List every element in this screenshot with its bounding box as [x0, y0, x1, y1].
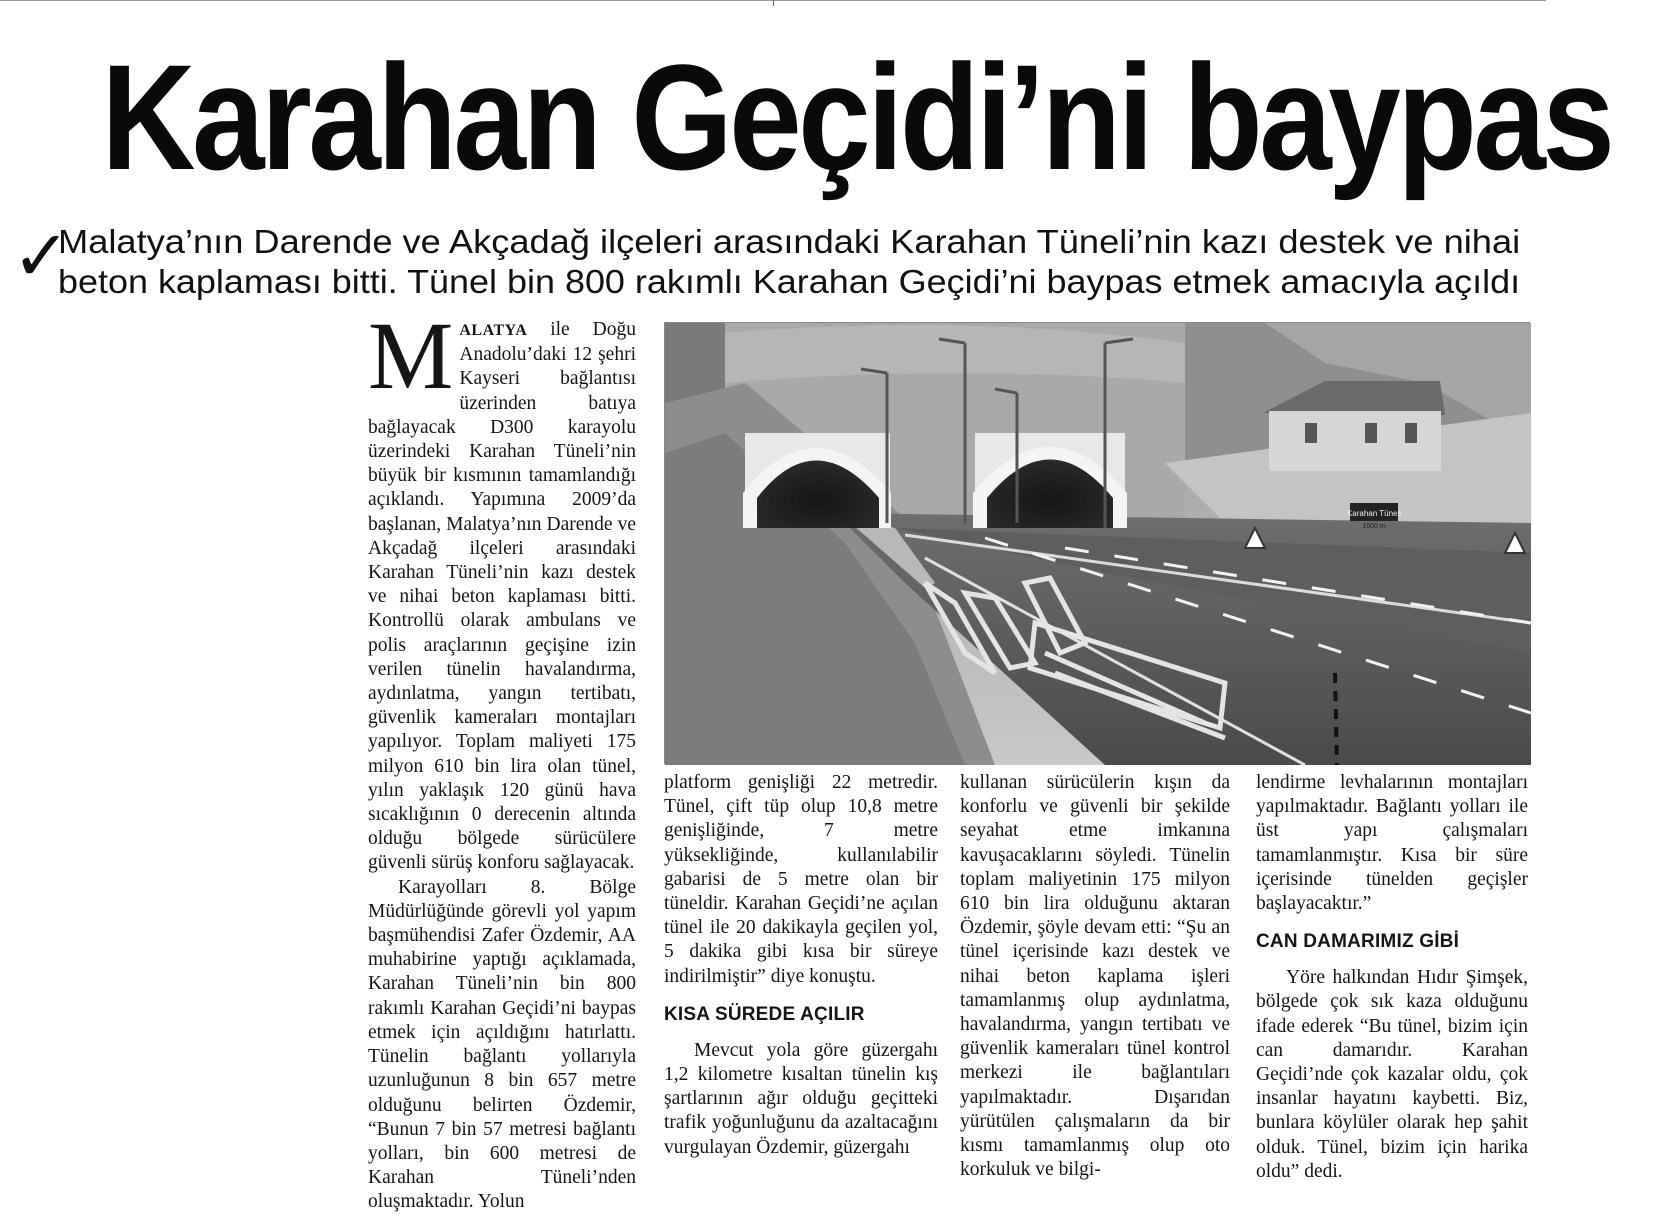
- deck-line-2: beton kaplaması bitti. Tünel bin 800 rakımlı Karahan Geçidi’ni baypas etmek amacıyla açıldı: [58, 263, 1521, 300]
- deck-line-1: Malatya’nın Darende ve Akçadağ ilçeleri arasındaki Karahan Tüneli’nin kazı destek ve nihai: [58, 223, 1521, 260]
- subheading: KISA SÜREDE AÇILIR: [664, 1003, 865, 1025]
- lead-paragraph: [368, 302, 636, 876]
- paragraph: Mevcut yola göre güzergahı 1,2 kilometre kısaltan tünelin kış şartlarının ağır olduğu geçitteki trafik yoğunluğunu da azaltacağını vurgulayan Özdemir, güzergahı: [664, 1039, 938, 1158]
- deck: [58, 222, 1528, 302]
- subheading: CAN DAMARIMIZ GİBİ: [1256, 931, 1460, 953]
- paragraph: Karayolları 8. Bölge Müdürlüğünde görevli yol yapım başmühendisi Zafer Özdemir, AA muhabirine yaptığı açıklamada, Karahan Tüneli’nin bin 800 rakımlı Karahan Geçidi’ni baypas etmek için açıldığını hatırlattı. Tünelin bağlantı yollarıyla uzunluğunun 8 bin 657 metre olduğunu belirten Özdemir, “Bunun 7 bin 57 metresi bağlantı yolları, bin 600 metresi de Karahan Tüneli’nden oluşmaktadır. Yolun: [368, 876, 636, 1213]
- lead-word: ALATYA: [459, 322, 528, 339]
- article-column-2: [664, 771, 938, 1160]
- drop-cap: M: [368, 302, 454, 409]
- checkmark-icon: ✓: [12, 215, 71, 297]
- article-column-4: [1256, 771, 1528, 1184]
- headline: Karahan Geçidi’ni baypas: [101, 33, 1612, 201]
- road-sign-subtext: 1600 m: [1362, 523, 1386, 530]
- lead-paragraph-text: ile Doğu Anadolu’daki 12 şehri Kayseri bağlantısı üzerinden batıya bağlayacak D300 karayolu üzerindeki Karahan Tüneli’nin büyük bir kısmının tamamlandığı açıklandı. Yapımına 2009’da başlanan, Malatya’nın Darende ve Akçadağ ilçeleri arasındaki Karahan Tüneli’nin kazı destek ve nihai beton kaplaması bitti. Kontrollü olarak ambulans ve polis araçlarının geçişine izin verilen tünelin havalandırma, aydınlatma, yangın tertibatı, güvenlik kameraları montajları yapılıyor. Toplam maliyeti 175 milyon 610 bin lira olan tünel, yılın yaklaşık 120 günü hava sıcaklığının 0 derecenin altında olduğu bölgede sürücülere güvenli sürüş konforu sağlayacak.: [368, 319, 636, 874]
- road-sign-text: Karahan Tüneli: [1346, 509, 1402, 518]
- paragraph: kullanan sürücülerin kışın da konforlu ve güvenli bir şekilde seyahat etme imkanına kavuşacaklarını söyledi. Tünelin toplam maliyetinin 175 milyon 610 bin lira olduğunu aktaran Özdemir, şöyle devam etti: “Şu an tünel içerisinde kazı destek ve nihai beton kaplama işleri tamamlanmış olup aydınlatma, havalandırma, yangın tertibatı ve güvenlik kameraları tünel kontrol merkezi ile bağlantıları yapılmaktadır. Dışarıdan yürütülen çalışmaların da bir kısmı tamamlanmış olup oto korkuluk ve bilgi-: [960, 772, 1230, 1181]
- paragraph: platform genişliği 22 metredir. Tünel, çift tüp olup 10,8 metre genişliğinde, 7 metre yüksekliğinde, kullanılabilir gabarisi de 5 metre olan bir tüneldir. Karahan Geçidi’ne açılan tünel ile 20 dakikayla geçilen yol, 5 dakika gibi kısa bir süreye indirilmiştir” diye konuştu.: [664, 772, 938, 987]
- tunnel-photo: [664, 322, 1530, 764]
- top-center-tick: [773, 0, 774, 6]
- paragraph: Yöre halkından Hıdır Şimşek, bölgede çok sık kaza olduğunu ifade ederek “Bu tünel, bizim için can damarıdır. Karahan Geçidi’nde çok kazalar oldu, çok insanlar hayatını kaybetti. Biz, bunlara köylüler olarak hep şahit olduk. Tünel, bizim için harika oldu” dedi.: [1256, 967, 1528, 1182]
- article-column-1: [368, 302, 636, 1215]
- tunnel-photo-graphic: [665, 323, 1531, 765]
- paragraph: lendirme levhalarının montajları yapılmaktadır. Bağlantı yolları ile üst yapı çalışmaları tamamlanmıştır. Kısa bir süre içerisinde tünelden geçişler başlayacaktır.”: [1256, 772, 1528, 915]
- article-column-3: [960, 771, 1230, 1182]
